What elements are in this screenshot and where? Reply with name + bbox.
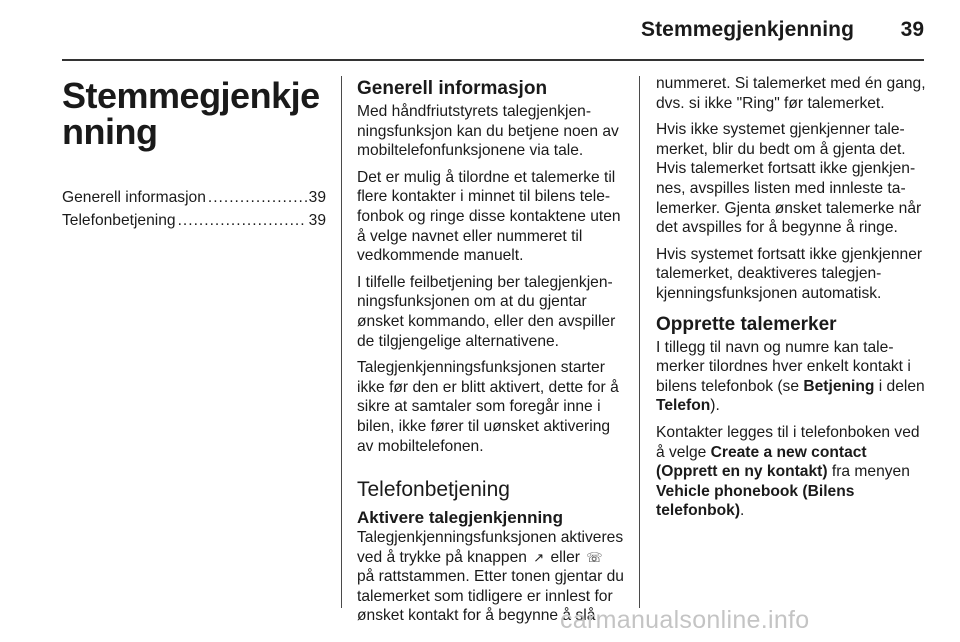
paragraph: Det er mulig å tilordne et talemerke til flere kontakter i minnet til bilens telefonbok og ringe disse kontaktene uten å velge navnet eller nummeret til vedkommende manuelt. [357,168,621,265]
table-of-contents [62,188,326,234]
paragraph: Talegjenkjenningsfunksjonen aktiveres ved å trykke på knappen ↗ eller ☏ på rattstammen. Etter tonen gjentar du talemerket som tidligere er innlest for ønsket kontakt for å begynne å slå [357,529,624,625]
toc-page: 39 [308,189,326,206]
section-heading-create-voice-tags: Opprette talemerker [656,313,837,335]
phone-voice-icon: ↗ [533,549,545,565]
watermark: carmanualsonline.info [560,606,810,634]
paragraph: nummeret. Si talemerket med én gang, dvs. si ikke "Ring" før talemerket. [656,75,926,112]
column-1 [62,74,326,234]
paragraph: Hvis ikke systemet gjenkjenner talemerket, blir du bedt om å gjenta det. Hvis talemerket fortsatt ikke gjenkjennes, avspilles listen med innleste talemerker. Gjenta ønsket talemerke når det avspilles for å begynne å ringe. [656,121,922,237]
header-title: Stemmegjenkjenning [640,18,854,41]
toc-page: 39 [308,212,326,229]
toc-leader-dots [178,211,307,231]
header-rule [62,59,924,61]
column-3 [656,74,926,528]
toc-leader-dots [208,188,307,208]
paragraph: Med håndfriutstyrets talegjenkjenningsfunksjon kan du betjene noen av mobiltelefonfunksjonene via tale. [357,103,619,160]
toc-entry-phone-operation[interactable] [62,211,326,234]
chapter-title: Stemmegjenkjenning [62,75,320,152]
toc-entry-general-info[interactable] [62,188,326,211]
column-divider-1 [341,76,342,608]
toc-label: Telefonbetjening [62,212,176,229]
section-heading-general-info: Generell informasjon [357,78,548,99]
paragraph: Kontakter legges til i telefonboken ved å velge Create a new contact (Opprett en ny kontakt) fra menyen Vehicle phonebook (Bilens telefonbok). [656,423,920,520]
phone-call-icon: ☏ [586,549,603,565]
column-2 [357,74,625,633]
section-heading-phone-operation: Telefonbetjening [357,478,510,502]
paragraph: Talegjenkjenningsfunksjonen starter ikke før den er blitt aktivert, dette for å sikre at samtaler som foregår inne i bilen, ikke fører til uønsket aktivering av mobiltelefonen. [357,359,619,455]
toc-label: Generell informasjon [62,189,206,206]
page-number: 39 [900,18,924,41]
paragraph: Hvis systemet fortsatt ikke gjenkjenner talemerket, deaktiveres talegjenkjenningsfunksjonen automatisk. [656,245,923,302]
paragraph: I tilfelle feilbetjening ber talegjenkjenningsfunksjonen om at du gjentar ønsket kommando, eller den avspiller de tilgjengelige alternativene. [357,273,616,350]
subheading-activate-voice: Aktivere talegjenkjenning [357,508,563,528]
column-divider-2 [639,76,640,608]
paragraph: I tillegg til navn og numre kan talemerker tilordnes hver enkelt kontakt i bilens telefonbok (se Betjening i delen Telefon). [656,338,925,415]
